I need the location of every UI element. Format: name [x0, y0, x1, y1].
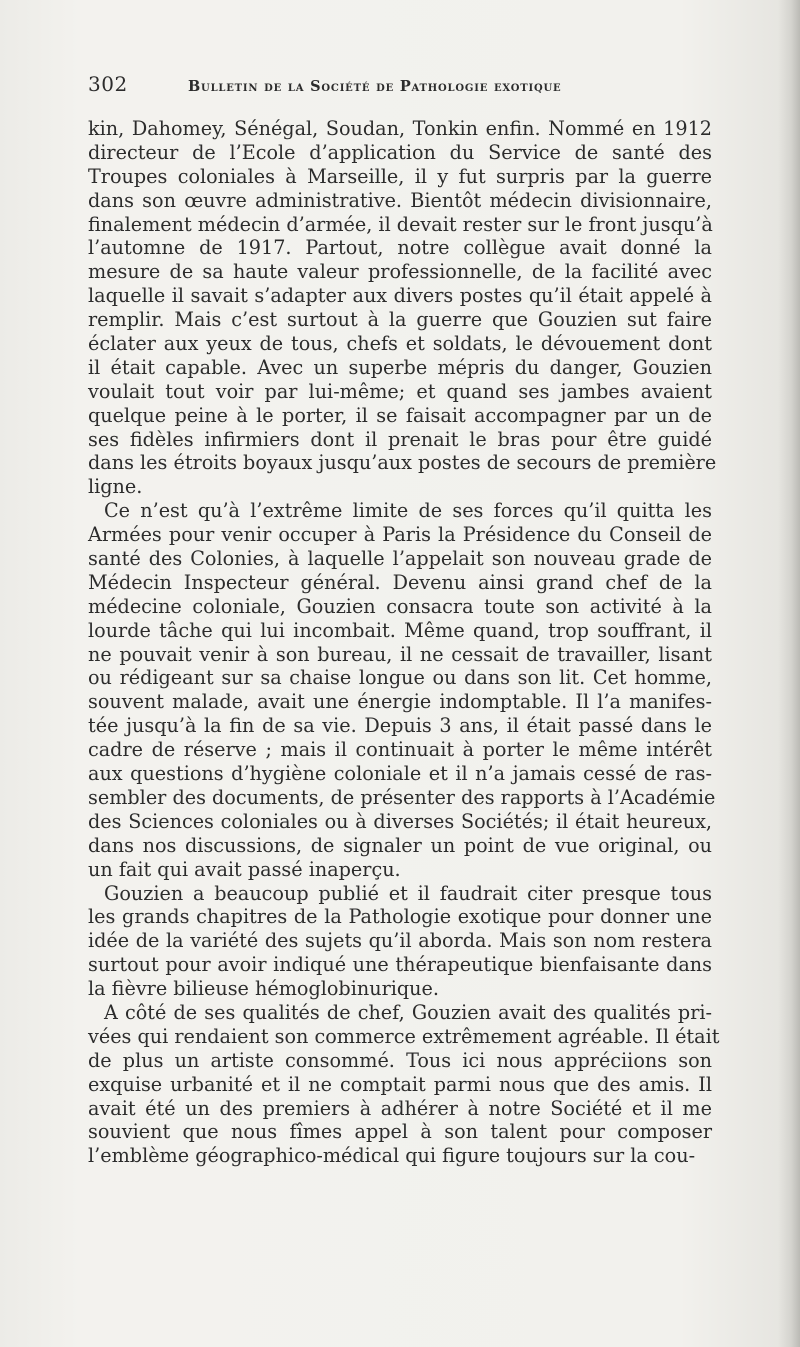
text-line: santé des Colonies, à laquelle l’appelait son nouveau grade de	[88, 547, 712, 571]
page-number: 302	[88, 72, 128, 96]
text-line: souvent malade, avait une énergie indomptable. Il l’a manifes-	[88, 690, 712, 714]
text-line: kin, Dahomey, Sénégal, Soudan, Tonkin enfin. Nommé en 1912	[88, 117, 712, 140]
text-line: ou rédigeant sur sa chaise longue ou dans son lit. Cet homme,	[88, 666, 712, 690]
text-line: surtout pour avoir indiqué une thérapeutique bienfaisante dans	[88, 953, 712, 977]
text-line: souvient que nous fîmes appel à son talent pour composer	[88, 1120, 712, 1144]
paragraph	[88, 882, 712, 1001]
text-line: ne pouvait venir à son bureau, il ne cessait de travailler, lisant	[88, 642, 712, 666]
journal-title: Bulletin de la Société de Pathologie exotique	[188, 78, 562, 95]
text-line: l’automne de 1917. Partout, notre collègue avait donné la	[88, 236, 712, 260]
running-header	[88, 72, 708, 102]
text-line: de plus un artiste consommé. Tous ici nous appréciions son	[88, 1048, 712, 1072]
text-line: cadre de réserve ; mais il continuait à porter le même intérêt	[88, 738, 712, 762]
text-line: finalement médecin d’armée, il devait rester sur le front jusqu’à	[88, 212, 713, 236]
text-line: mesure de sa haute valeur professionnelle, de la facilité avec	[88, 260, 712, 284]
text-line: médecine coloniale, Gouzien consacra toute son activité à la	[88, 594, 712, 618]
text-line: dans son œuvre administrative. Bientôt médecin divisionnaire,	[88, 188, 712, 212]
text-line: avait été un des premiers à adhérer à notre Société et il me	[88, 1096, 712, 1120]
text-line: éclater aux yeux de tous, chefs et soldats, le dévouement dont	[88, 332, 712, 356]
text-line: tée jusqu’à la fin de sa vie. Depuis 3 ans, il était passé dans le	[88, 714, 712, 738]
text-line: ses fidèles infirmiers dont il prenait le bras pour être guidé	[88, 427, 712, 451]
text-line: directeur de l’Ecole d’application du Service de santé des	[88, 140, 712, 164]
text-line: Troupes coloniales à Marseille, il y fut surpris par la guerre	[88, 164, 712, 188]
text-line: A côté de ses qualités de chef, Gouzien avait des qualités pri-	[104, 1000, 712, 1024]
text-line: lourde tâche qui lui incombait. Même quand, trop souffrant, il	[88, 618, 712, 642]
text-line: aux questions d’hygiène coloniale et il n’a jamais cessé de ras-	[88, 762, 712, 786]
text-line: dans nos discussions, de signaler un point de vue original, ou	[88, 833, 712, 857]
text-line: quelque peine à le porter, il se faisait accompagner par un de	[88, 403, 712, 427]
text-line: voulait tout voir par lui-même; et quand ses jambes avaient	[88, 379, 712, 403]
text-line: un fait qui avait passé inaperçu.	[88, 857, 401, 881]
text-line: il était capable. Avec un superbe mépris du danger, Gouzien	[88, 355, 712, 379]
text-line: dans les étroits boyaux jusqu’aux postes de secours de première	[88, 451, 717, 475]
text-line: Ce n’est qu’à l’extrême limite de ses forces qu’il quitta les	[104, 499, 712, 523]
text-line: exquise urbanité et il ne comptait parmi nous que des amis. Il	[88, 1072, 712, 1096]
text-line: la fièvre bilieuse hémoglobinurique.	[88, 977, 439, 1001]
body-text	[88, 117, 720, 1168]
text-line: des Sciences coloniales ou à diverses Sociétés; il était heureux,	[88, 809, 712, 833]
text-line: l’emblème géographico-médical qui figure toujours sur la cou-	[88, 1144, 696, 1168]
text-line: remplir. Mais c’est surtout à la guerre que Gouzien sut faire	[88, 308, 712, 332]
text-line: vées qui rendaient son commerce extrêmement agréable. Il était	[88, 1024, 720, 1048]
text-line: Gouzien a beaucoup publié et il faudrait citer presque tous	[104, 881, 712, 905]
text-line: les grands chapitres de la Pathologie exotique pour donner une	[88, 905, 712, 929]
text-line: Médecin Inspecteur général. Devenu ainsi grand chef de la	[88, 570, 712, 594]
paragraph	[88, 117, 717, 499]
text-line: ligne.	[88, 475, 143, 499]
text-line: sembler des documents, de présenter des rapports à l’Académie	[88, 785, 716, 809]
text-line: Armées pour venir occuper à Paris la Présidence du Conseil de	[88, 523, 712, 547]
text-line: laquelle il savait s’adapter aux divers postes qu’il était appelé à	[88, 284, 712, 308]
paragraph	[88, 1000, 720, 1168]
paragraph	[88, 499, 716, 881]
text-line: idée de la variété des sujets qu’il aborda. Mais son nom restera	[88, 929, 712, 953]
page-edge-shadow	[778, 0, 800, 1347]
